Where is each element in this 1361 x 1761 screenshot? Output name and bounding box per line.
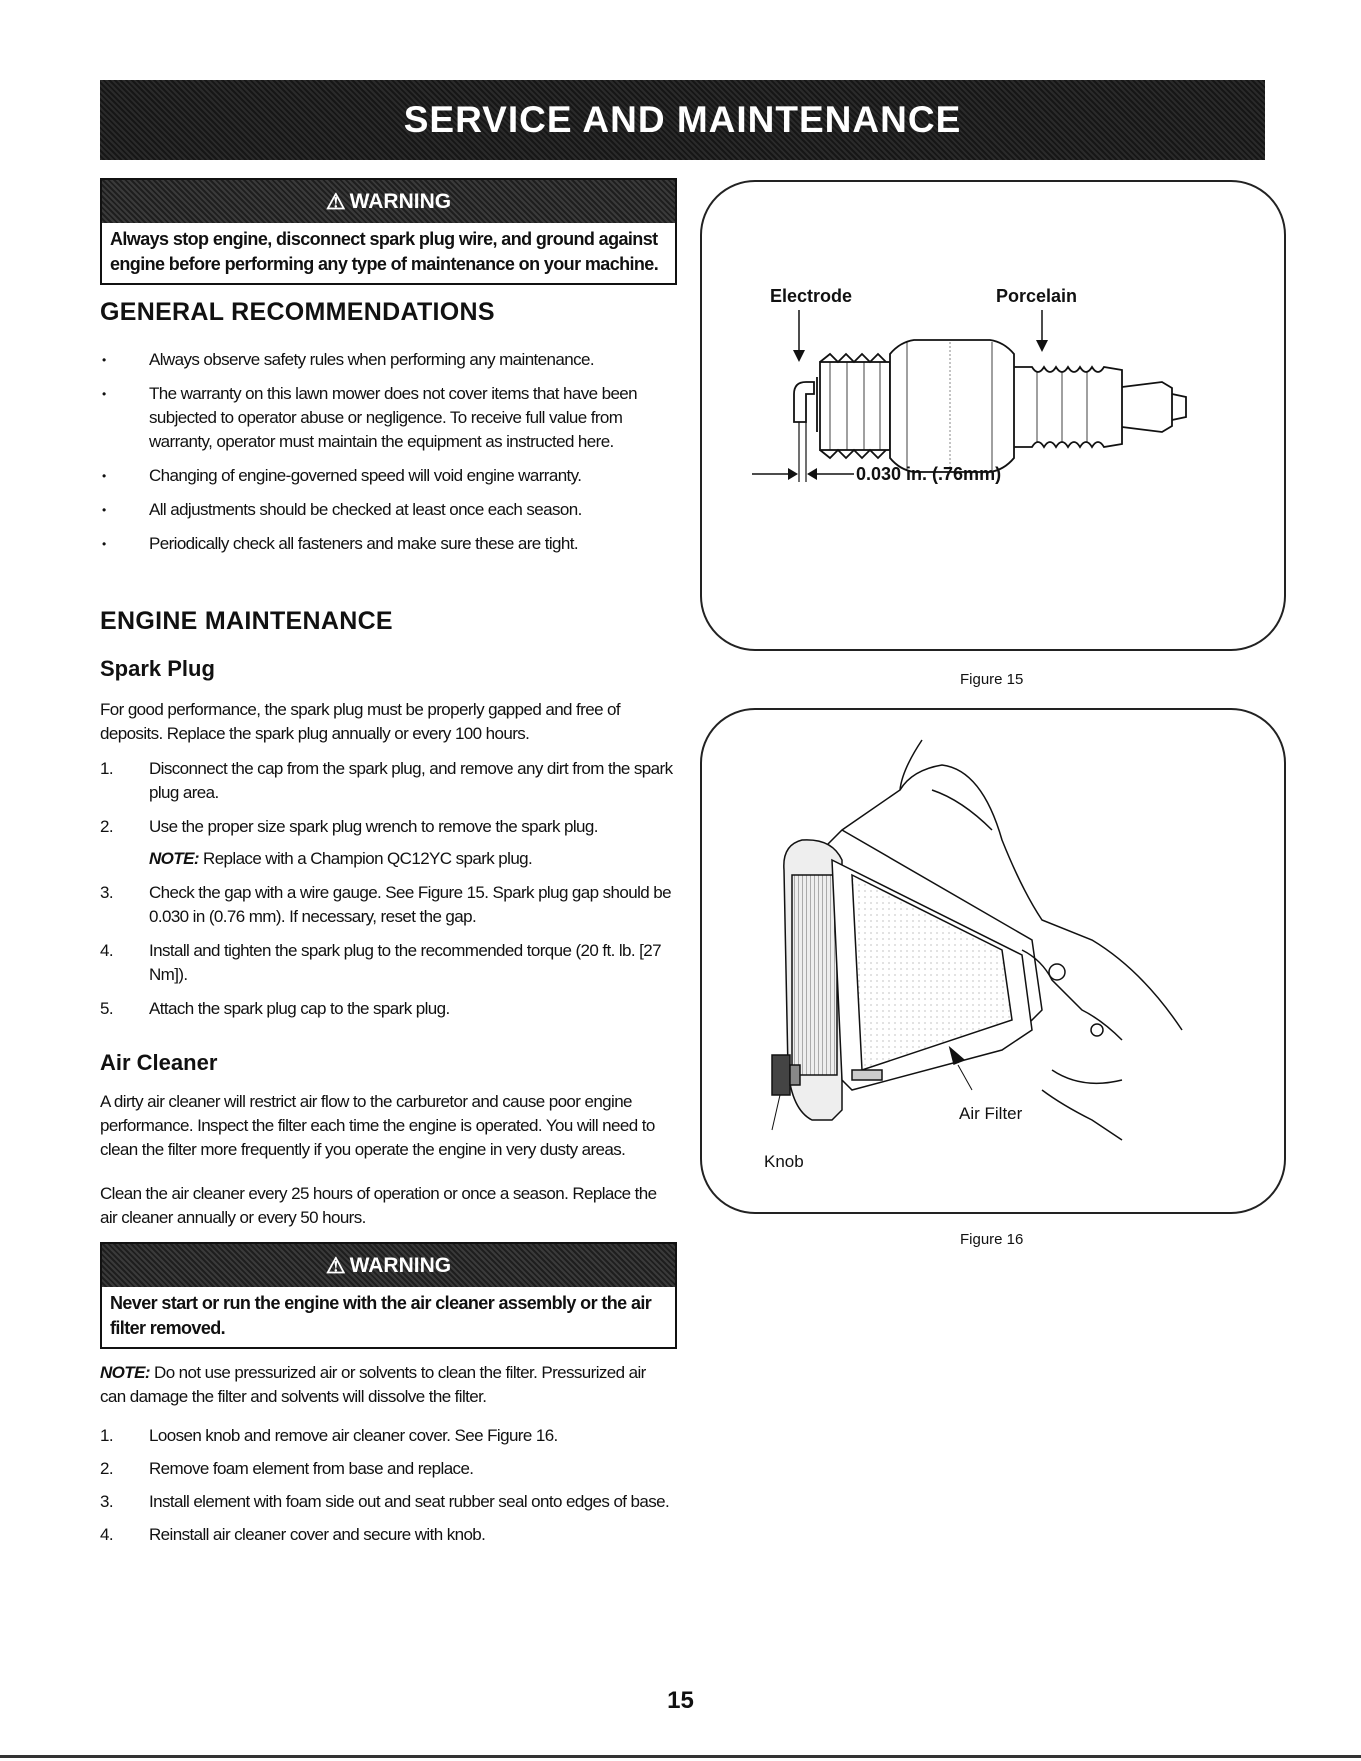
list-item: 3. Check the gap with a wire gauge. See Figure 15. Spark plug gap should be 0.030 in (0.76 mm). If necessary, reset the gap. [100,883,671,926]
list-item: • Changing of engine-governed speed will void engine warranty. [102,466,582,485]
section-title: SERVICE AND MAINTENANCE [403,99,962,140]
air-cleaner-note: NOTE: Do not use pressurized air or solvents to clean the filter. Pressurized air can damage the filter and solvents will dissolve the filter. [100,1363,646,1406]
warning-text: Always stop engine, disconnect spark plug wire, and ground against engine before performing any type of maintenance on your machine. [110,229,659,274]
air-cleaner-para1: A dirty air cleaner will restrict air flow to the carburetor and cause poor engine performance. Inspect the filter each time the engine is operated. You will need to clean the filter more frequently if you operate the engine in very dusty areas. [100,1092,655,1159]
air-cleaner-steps [100,1424,673,1556]
bottom-rule [0,1755,1361,1758]
list-item: 2. Use the proper size spark plug wrench to remove the spark plug. [100,817,598,836]
list-item: 4. Reinstall air cleaner cover and secure with knob. [100,1525,486,1544]
knob-label: Knob [764,1152,804,1171]
warning-box-top [100,178,677,285]
spark-plug-heading: Spark Plug [100,656,215,681]
list-item: • Always observe safety rules when performing any maintenance. [102,350,594,369]
warning-label: WARNING [349,1253,452,1277]
general-recommendations-heading: GENERAL RECOMMENDATIONS [100,298,495,326]
warning-triangle-icon: ⚠ [325,188,346,214]
general-recommendations-list [100,348,673,566]
warning-label: WARNING [349,189,452,213]
spark-plug-diagram [702,182,1284,649]
list-item: 1. Disconnect the cap from the spark plug, and remove any dirt from the spark plug area. [100,759,673,802]
gap-label: 0.030 in. (.76mm) [856,464,1002,484]
list-item: • All adjustments should be checked at least once each season. [102,500,582,519]
list-item: • Periodically check all fasteners and make sure these are tight. [102,534,578,553]
list-item: 4. Install and tighten the spark plug to the recommended torque (20 ft. lb. [27 Nm]). [100,941,661,984]
list-item: 2. Remove foam element from base and replace. [100,1459,474,1478]
engine-maintenance-heading: ENGINE MAINTENANCE [100,607,393,635]
list-item: 1. Loosen knob and remove air cleaner cover. See Figure 16. [100,1426,558,1445]
air-cleaner-para2: Clean the air cleaner every 25 hours of operation or once a season. Replace the air cleaner annually or every 50 hours. [100,1184,657,1227]
warning-header [102,1244,675,1287]
figure-15-caption: Figure 15 [960,671,1024,688]
air-filter-diagram [702,710,1284,1212]
warning-box-air [100,1242,677,1349]
electrode-label: Electrode [770,286,853,306]
figure-16-caption: Figure 16 [960,1231,1024,1248]
warning-triangle-icon: ⚠ [325,1252,346,1278]
air-cleaner-heading: Air Cleaner [100,1050,218,1075]
spark-plug-intro: For good performance, the spark plug must be properly gapped and free of deposits. Replace the spark plug annually or every 100 hours. [100,700,621,743]
figure-15 [700,180,1286,651]
note-item: NOTE: Replace with a Champion QC12YC spark plug. [149,849,533,868]
spark-plug-icon [794,340,1186,472]
porcelain-label: Porcelain [996,286,1078,306]
figure-16 [700,708,1286,1214]
warning-header [102,180,675,223]
list-item: 5. Attach the spark plug cap to the spark plug. [100,999,450,1018]
list-item: • The warranty on this lawn mower does not cover items that have been subjected to operator abuse or negligence. To receive full value from warranty, operator must maintain the equipment as instructed here. [102,384,638,451]
warning-text: Never start or run the engine with the air cleaner assembly or the air filter removed. [110,1293,652,1338]
section-banner [100,80,1265,160]
page-number: 15 [667,1687,694,1714]
list-item: 3. Install element with foam side out and seat rubber seal onto edges of base. [100,1492,670,1511]
spark-plug-steps [100,757,673,1031]
air-filter-label: Air Filter [959,1104,1023,1123]
